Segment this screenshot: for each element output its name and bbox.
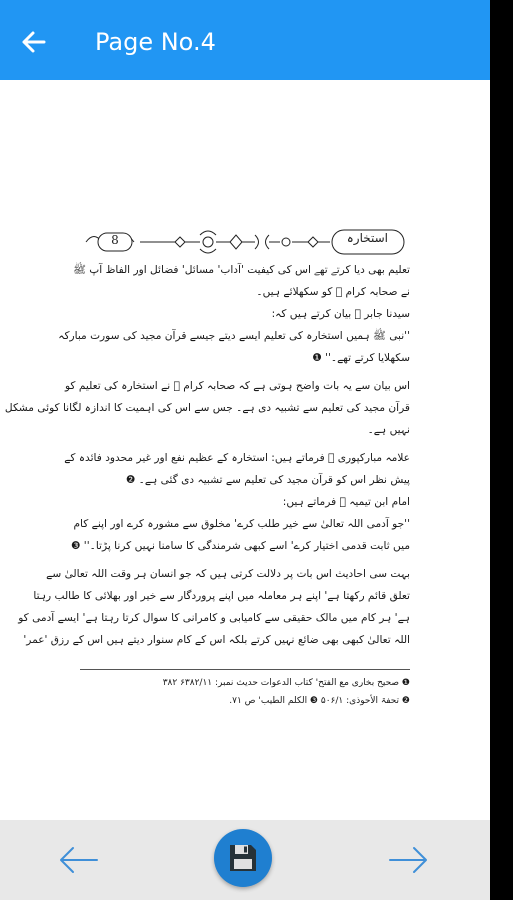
text-line: نہیں ہے۔	[367, 424, 410, 436]
text-line: میں ثابت قدمی اختیار کرے' اسے کبھی شرمندگی کا سامنا نہیں کرنا پڑتا۔'' ❸	[70, 540, 410, 552]
text-line: نے صحابہ کرام ﷡ کو سکھلائے ہیں۔	[256, 286, 410, 298]
back-button[interactable]	[14, 22, 54, 62]
text-line: پیش نظر اس کو قرآن مجید کی تعلیم سے تشبیہ دی گئی ہے۔ ❷	[125, 474, 410, 486]
arrow-left-icon	[57, 842, 101, 878]
page-viewer[interactable]	[0, 80, 490, 820]
text-line: تعلیم بھی دیا کرتے تھے اس کی کیفیت 'آداب' مسائل' فضائل اور الفاظ آپ ﷺ	[73, 264, 410, 276]
text-line: ہے' ہر کام میں مالک حقیقی سے کامیابی و کامرانی کا سوال کرتا رہتا ہے' ایسے آدمی کو	[18, 612, 410, 624]
bottom-navigation-bar	[0, 820, 490, 900]
text-line: امام ابن تیمیہ ﷫ فرماتے ہیں:	[282, 496, 410, 508]
arrow-left-icon	[14, 22, 54, 62]
page-number: 8	[111, 233, 119, 247]
text-line: اس بیان سے یہ بات واضح ہوتی ہے کہ صحابہ کرام ﷡ نے استخارہ کی تعلیم کو	[64, 380, 410, 392]
text-line: سکھلایا کرتے تھے۔'' ❶	[312, 352, 410, 364]
text-line: ''جو آدمی اللہ تعالیٰ سے خیر طلب کرے' مخلوق سے مشورہ کرے اور اپنے کام	[73, 518, 410, 530]
text-line: اللہ تعالیٰ کبھی بھی ضائع نہیں کرتے بلکہ اس کے کام سنوار دیتے ہیں اس کے رزق 'عمر'	[23, 634, 410, 646]
book-page	[4, 225, 410, 710]
save-button[interactable]	[214, 829, 272, 887]
footnote: ❷ تحفۃ الأحوذی: ۵۰۶/۱ ❸ الکلم الطیب' ص ۷۱.	[229, 696, 410, 706]
next-page-button[interactable]	[386, 842, 430, 878]
footnote: ❶ صحیح بخاری مع الفتح' کتاب الدعوات حدیث نمبر: ۶۳۸۲/۱۱ ۳۸۲	[162, 678, 410, 688]
text-line: قرآن مجید کی تعلیم سے تشبیہ دی ہے۔ جس سے اس کی اہمیت کا اندازہ لگانا کوئی مشکل	[4, 402, 410, 414]
text-line: ''نبی ﷺ ہمیں استخارہ کی تعلیم ایسے دیتے جیسے قرآن مجید کی سورت مبارکہ	[58, 330, 410, 342]
floppy-disk-icon	[227, 842, 259, 874]
previous-page-button[interactable]	[57, 842, 101, 878]
app-bar	[0, 0, 490, 80]
text-line: علامہ مبارکپوری ﷫ فرماتے ہیں: استخارہ کے عظیم نفع اور غیر محدود فائدہ کے	[64, 452, 410, 464]
text-line: سیدنا جابر ﷜ بیان کرتے ہیں کہ:	[271, 308, 410, 320]
page-header-ornament	[80, 225, 410, 259]
text-line: بہت سی احادیث اس بات پر دلالت کرتی ہیں کہ جو انسان ہر وقت اللہ تعالیٰ سے	[46, 568, 410, 580]
page-title: Page No.4	[95, 28, 216, 56]
footnotes	[80, 669, 410, 710]
arrow-right-icon	[386, 842, 430, 878]
text-line: تعلق قائم رکھتا ہے' اپنے ہر معاملہ میں اپنے پروردگار سے خیر اور بھلائی کا طالب رہتا	[33, 590, 410, 602]
chapter-title: استخارہ	[346, 231, 388, 245]
